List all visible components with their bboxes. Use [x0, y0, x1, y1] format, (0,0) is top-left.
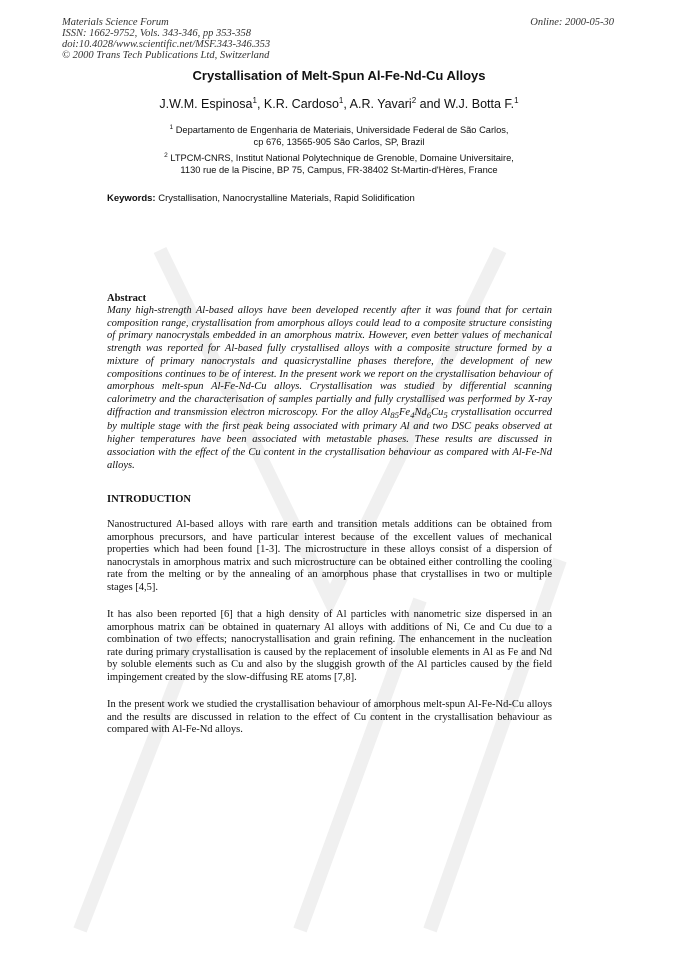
formula-element: Nd	[414, 406, 427, 418]
author-separator: and	[416, 97, 444, 112]
affiliation-1	[0, 122, 678, 148]
intro-paragraph: In the present work we studied the crystallisation behaviour of amorphous melt-spun Al-Fe-Nd-Cu alloys and the results are discussed in relation to the effect of Cu content in the crystallisation behaviour as compared with Al-Fe-Nd alloys.	[107, 699, 552, 736]
alloy-formula	[381, 407, 448, 418]
author-separator: ,	[343, 97, 350, 112]
affiliation-line: 1130 rue de la Piscine, BP 75, Campus, FR-38402 St-Martin-d'Hères, France	[180, 165, 498, 176]
affiliation-line: cp 676, 13565-905 São Carlos, SP, Brazil	[253, 137, 425, 148]
intro-paragraph: It has also been reported [6] that a high density of Al particles with nanometric size dispersed in an amorphous matrix can be obtained in quaternary Al alloys with additions of Ni, Ce and Cu due to a combination of two effects; nanocrystallisation and grain refining. The enhancement in the nucleation rate during primary crystallisation is caused by the replacement of insoluble elements in Al as Fe and Nd by soluble elements such as Cu and also by the sluggish growth of the Al particles caused by the field impingement created by the slow-diffusing RE atoms [7,8].	[107, 609, 552, 683]
author-affiliation-mark: 1	[514, 96, 519, 105]
formula-element: Cu	[431, 406, 444, 418]
copyright-line: © 2000 Trans Tech Publications Ltd, Switzerland	[62, 50, 270, 61]
journal-name: Materials Science Forum	[62, 17, 169, 28]
journal-meta	[62, 17, 270, 61]
doi-line: doi:10.4028/www.scientific.net/MSF.343-346.353	[62, 39, 271, 50]
keywords-text: Crystallisation, Nanocrystalline Materials, Rapid Solidification	[155, 193, 415, 204]
abstract-text	[107, 305, 552, 472]
affiliation-2	[0, 150, 678, 176]
keywords	[107, 193, 415, 204]
affiliation-line: LTPCM-CNRS, Institut National Polytechnique de Grenoble, Domaine Universitaire,	[170, 153, 514, 164]
author-affiliation-mark: 2	[411, 96, 417, 105]
intro-paragraph: Nanostructured Al-based alloys with rare earth and transition metals additions can be obtained from amorphous precursors, and have particular interest because of the excellent values of mechanical properties which had been found [1-3]. The microstructure in these alloys consist of a dispersion of nanocrystals in amorphous matrix and such microstructure can be obtained either controlling the cooling rate from the melting or by the annealing of an amorphous phase that crystallises in two or multiple stages [4,5].	[107, 519, 552, 593]
author-affiliation-mark: 1	[252, 96, 257, 105]
author-name: K.R. Cardoso	[263, 97, 339, 112]
affiliation-mark: 1	[169, 124, 174, 131]
formula-element: Fe	[399, 406, 411, 418]
formula-subscript: 5	[443, 409, 448, 420]
formula-subscript: 4	[410, 409, 415, 420]
abstract-heading: Abstract	[107, 293, 147, 304]
affiliation-line: Departamento de Engenharia de Materiais, Universidade Federal de São Carlos,	[175, 125, 509, 136]
abstract-text-part: Many high-strength Al-based alloys have been developed recently after it was found that for certain composition range, crystallisation from amorphous alloys could lead to a composite structure consisting of primary nanocrystals embedded in an amorphous matrix. However, even better values of mechanical strength was reported for Al-based fully crystallised alloys with a composite structure formed by a mixture of primary nanocrystals and quasicrystalline phases therefore, the development of new compositions continues to be of interest. In the present work we report on the crystallisation behaviour of amorphous melt-spun Al-Fe-Nd-Cu alloys. Crystallisation was studied by differential scanning calorimetry and the characterisation of samples partially and fully crystallised was performed by X-ray diffraction and transmission electron microscopy. For the alloy	[107, 305, 552, 418]
issn-line: ISSN: 1662-9752, Vols. 343-346, pp 353-358	[62, 28, 251, 39]
author-name: A.R. Yavari	[349, 97, 412, 112]
keywords-label: Keywords:	[107, 193, 156, 204]
abstract-text-part: crystallisation occurred by multiple stage with the first peak being associated with primary Al and two DSC peaks observed at higher temperatures have been associated with metastable phases. These results are discussed in association with the effect of the Cu content in the crystallisation behaviour as compared with Al-Fe-Nd alloys.	[107, 406, 552, 471]
author-affiliation-mark: 1	[338, 96, 344, 105]
paper-title: Crystallisation of Melt-Spun Al-Fe-Nd-Cu Alloys	[192, 68, 486, 83]
author-separator: ,	[256, 97, 264, 112]
formula-subscript: 85	[390, 409, 399, 420]
formula-element: Al	[380, 406, 391, 418]
introduction-heading: INTRODUCTION	[107, 494, 192, 505]
online-date: Online: 2000-05-30	[530, 17, 614, 28]
affiliation-mark: 2	[164, 152, 168, 159]
author-name: W.J. Botta F.	[443, 97, 515, 112]
formula-subscript: 6	[426, 409, 432, 420]
author-name: J.W.M. Espinosa	[159, 97, 253, 112]
author-list	[0, 96, 678, 111]
